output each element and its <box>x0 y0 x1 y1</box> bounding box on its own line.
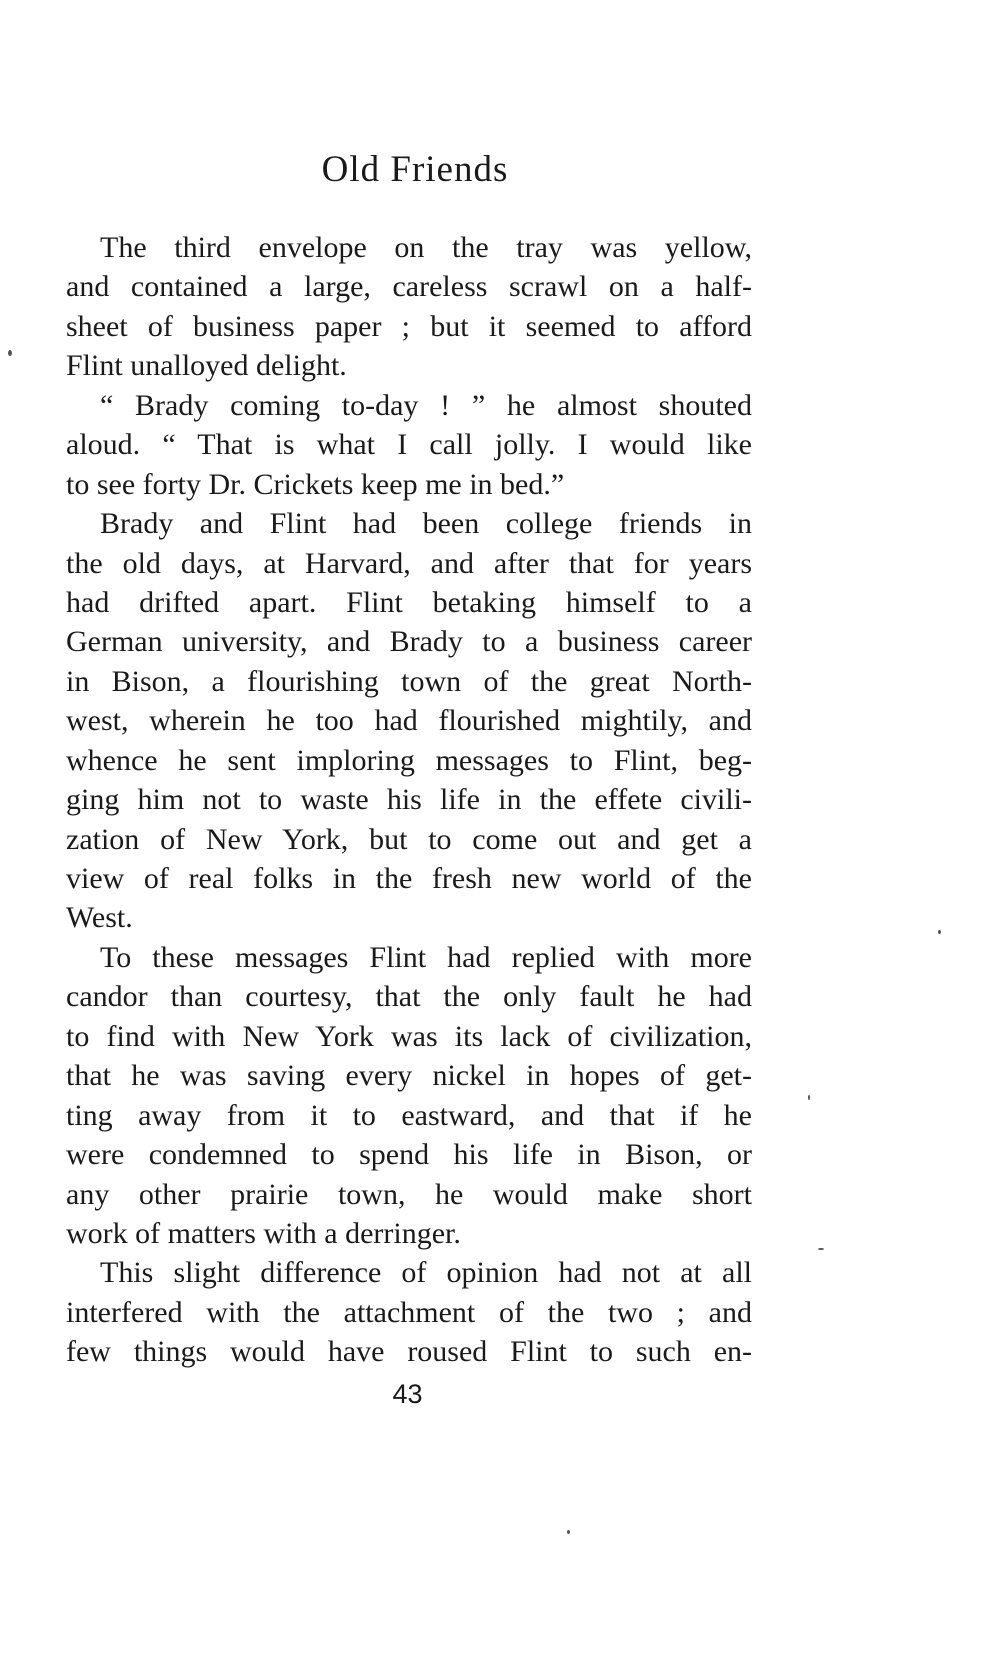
scan-speck <box>938 930 941 934</box>
scan-speck <box>818 1248 824 1250</box>
text-line: to see forty Dr. Crickets keep me in bed.” <box>66 467 565 501</box>
text-line: West. <box>66 901 133 935</box>
text-line: The third envelope on the tray was yellow, <box>100 231 752 264</box>
text-line: and contained a large, careless scrawl on a half- <box>66 270 752 304</box>
text-line: “ Brady coming to-day ! ” he almost shouted <box>100 388 752 422</box>
text-line: whence he sent imploring messages to Flint, beg- <box>66 743 752 777</box>
text-line: Brady and Flint had been college friends in <box>100 507 752 541</box>
text-line: German university, and Brady to a business career <box>66 625 752 659</box>
text-line: sheet of business paper ; but it seemed to afford <box>66 309 752 343</box>
text-line: aloud. “ That is what I call jolly. I would like <box>66 428 752 462</box>
body-text <box>66 228 752 1372</box>
scan-speck <box>567 1530 570 1534</box>
page-number: 43 <box>392 1379 423 1409</box>
text-line: were condemned to spend his life in Bison, or <box>66 1138 752 1172</box>
text-line: ting away from it to eastward, and that if he <box>66 1098 752 1132</box>
text-line: interfered with the attachment of the two ; and <box>66 1295 752 1329</box>
text-line: zation of New York, but to come out and get a <box>66 822 752 856</box>
text-line: in Bison, a flourishing town of the great North- <box>66 664 752 698</box>
text-line: few things would have roused Flint to such en- <box>66 1335 752 1369</box>
text-line: view of real folks in the fresh new world of the <box>66 862 752 895</box>
text-line: To these messages Flint had replied with more <box>100 940 752 974</box>
text-line: Flint unalloyed delight. <box>66 349 347 383</box>
text-line: the old days, at Harvard, and after that for years <box>66 546 752 580</box>
text-line: any other prairie town, he would make short <box>66 1177 752 1211</box>
text-line: This slight difference of opinion had not at all <box>100 1256 752 1290</box>
scan-speck <box>808 1095 810 1100</box>
text-line: candor than courtesy, that the only fault he had <box>66 980 752 1014</box>
scan-speck <box>8 350 12 356</box>
text-line: ging him not to waste his life in the effete civili- <box>66 783 752 817</box>
text-line: that he was saving every nickel in hopes of get- <box>66 1059 752 1093</box>
text-line: to find with New York was its lack of civilization, <box>66 1019 752 1053</box>
text-line: had drifted apart. Flint betaking himself to a <box>66 585 752 619</box>
running-head: Old Friends <box>321 149 509 190</box>
text-line: work of matters with a derringer. <box>66 1216 461 1250</box>
text-line: west, wherein he too had flourished mightily, and <box>66 704 752 738</box>
